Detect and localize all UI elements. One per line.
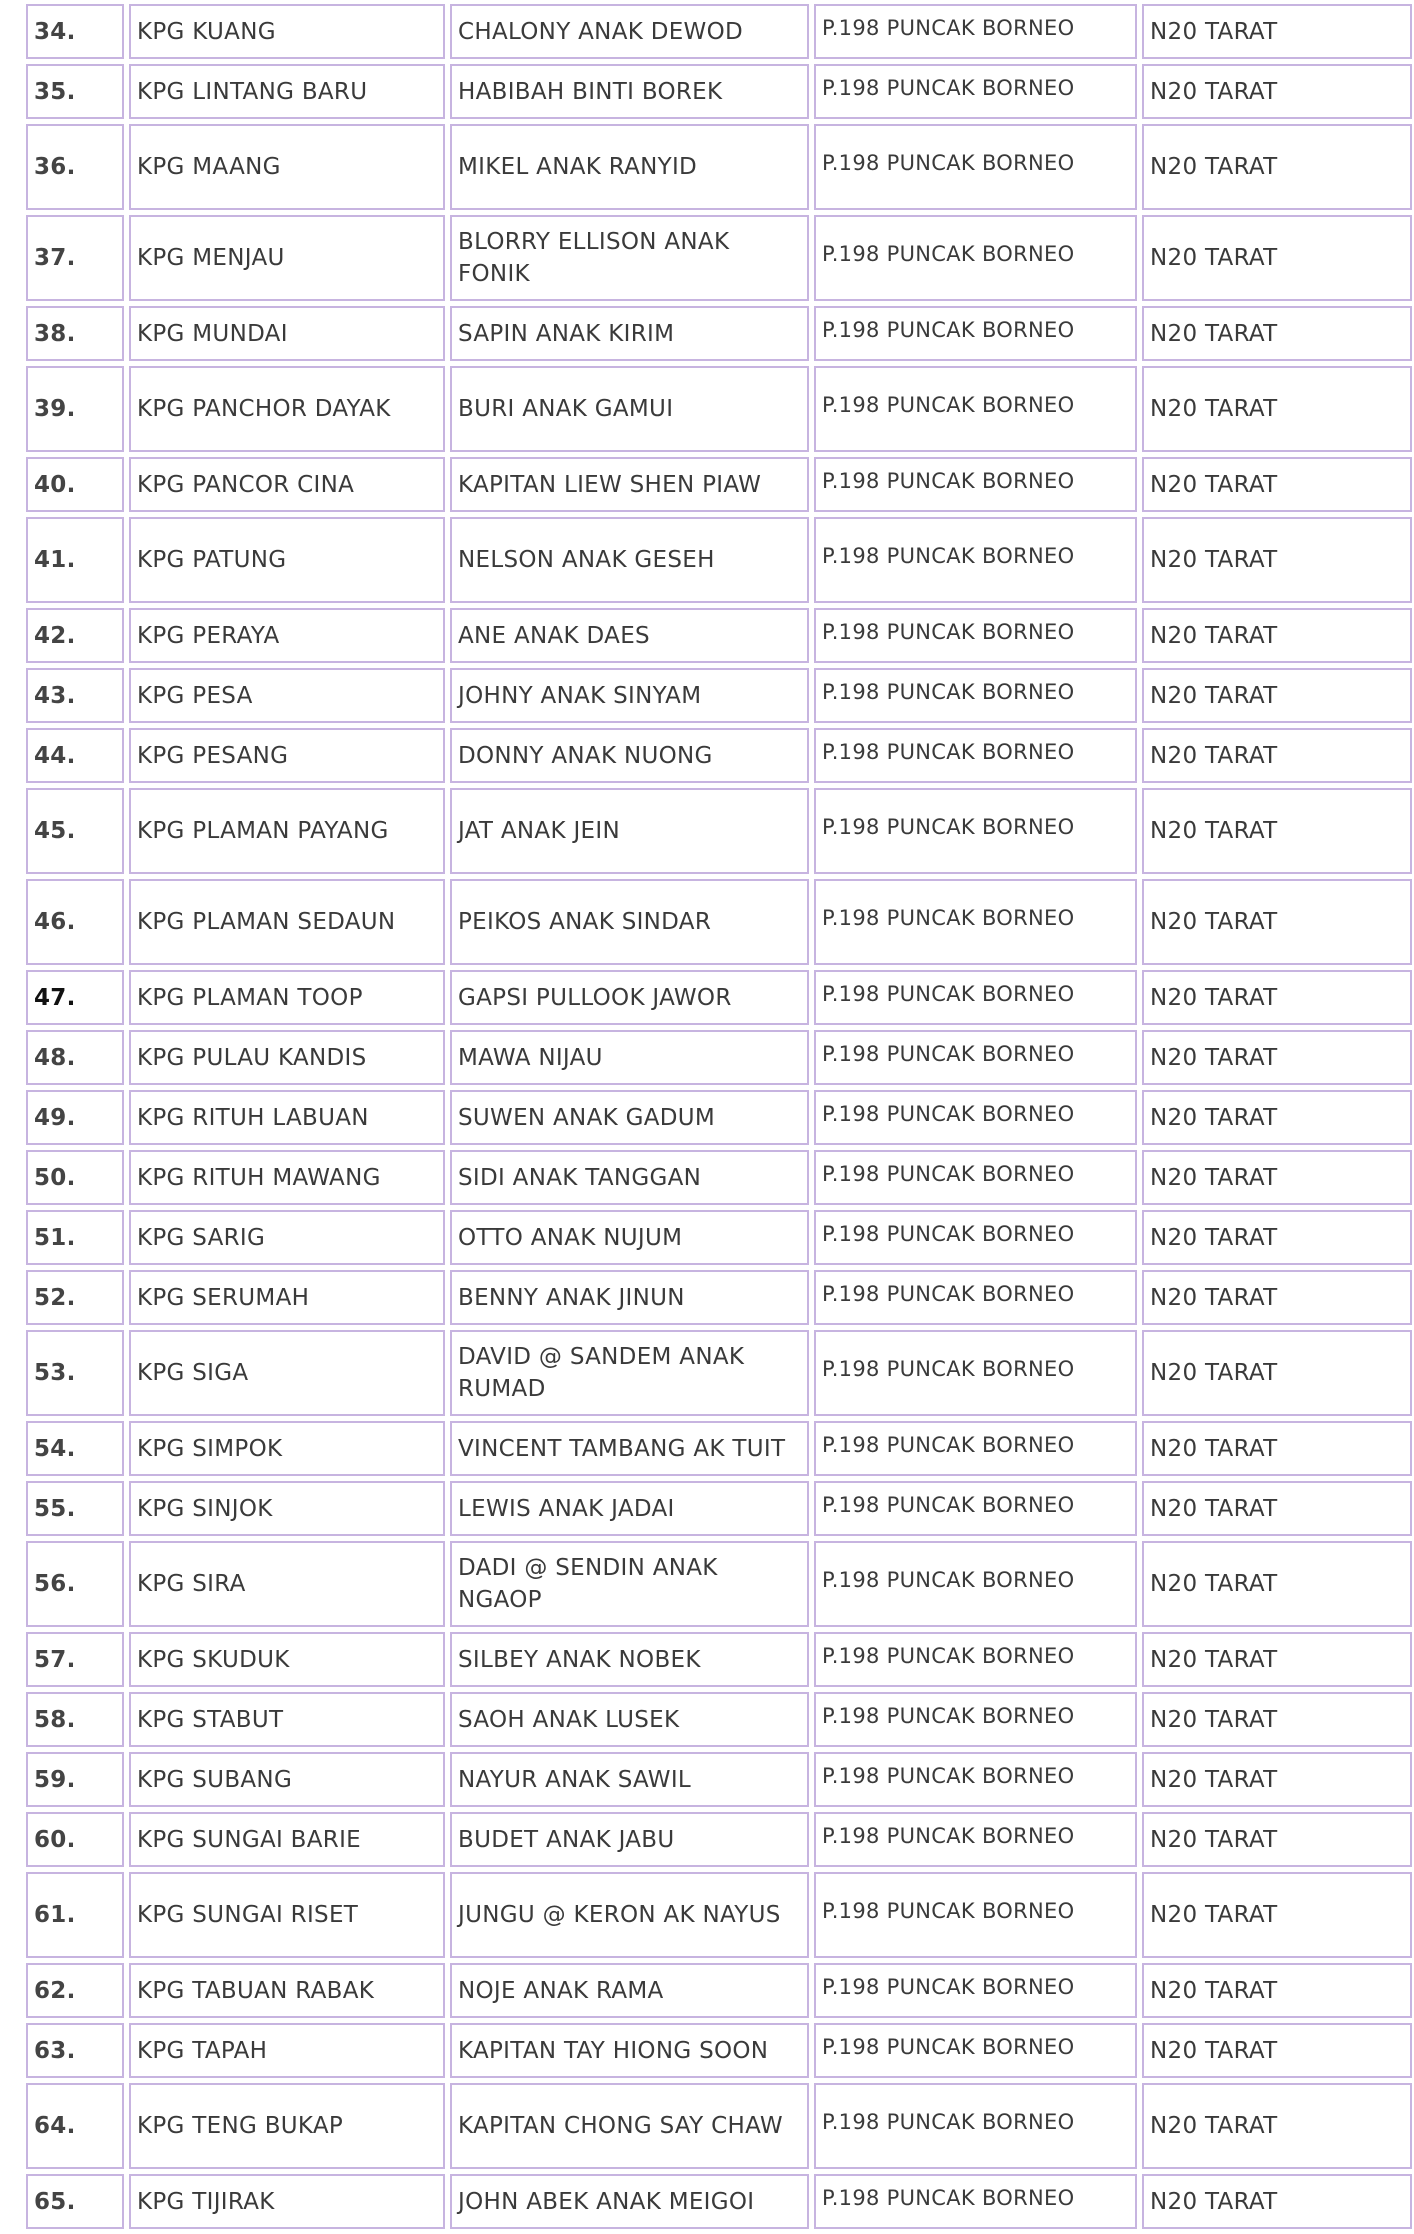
parliament-cell: P.198 PUNCAK BORNEO — [814, 366, 1137, 452]
row-number-cell: 55. — [26, 1481, 124, 1536]
village-cell: KPG SERUMAH — [129, 1270, 445, 1325]
table-row — [26, 970, 1412, 1025]
headman-cell: BLORRY ELLISON ANAK FONIK — [450, 215, 809, 301]
dun-cell: N20 TARAT — [1142, 1632, 1412, 1687]
row-number-cell: 56. — [26, 1541, 124, 1627]
table-row — [26, 64, 1412, 119]
table-row — [26, 215, 1412, 301]
row-number-cell: 51. — [26, 1210, 124, 1265]
village-cell: KPG MAANG — [129, 124, 445, 210]
table-row — [26, 1150, 1412, 1205]
dun-cell: N20 TARAT — [1142, 1210, 1412, 1265]
table-row — [26, 1270, 1412, 1325]
table-row — [26, 1692, 1412, 1747]
headman-cell: DAVID @ SANDEM ANAK RUMAD — [450, 1330, 809, 1416]
headman-cell: SIDI ANAK TANGGAN — [450, 1150, 809, 1205]
table-row — [26, 1090, 1412, 1145]
row-number-cell: 49. — [26, 1090, 124, 1145]
parliament-cell: P.198 PUNCAK BORNEO — [814, 1210, 1137, 1265]
table-row — [26, 517, 1412, 603]
row-number-cell: 63. — [26, 2023, 124, 2078]
parliament-cell: P.198 PUNCAK BORNEO — [814, 1541, 1137, 1627]
headman-cell: BENNY ANAK JINUN — [450, 1270, 809, 1325]
headman-cell: BURI ANAK GAMUI — [450, 366, 809, 452]
row-number-cell: 34. — [26, 4, 124, 59]
parliament-cell: P.198 PUNCAK BORNEO — [814, 1030, 1137, 1085]
row-number-cell: 47. — [26, 970, 124, 1025]
parliament-cell: P.198 PUNCAK BORNEO — [814, 64, 1137, 119]
parliament-cell: P.198 PUNCAK BORNEO — [814, 1090, 1137, 1145]
dun-cell: N20 TARAT — [1142, 2174, 1412, 2229]
parliament-cell: P.198 PUNCAK BORNEO — [814, 728, 1137, 783]
table-row — [26, 668, 1412, 723]
table-row — [26, 124, 1412, 210]
dun-cell: N20 TARAT — [1142, 124, 1412, 210]
table-row — [26, 1421, 1412, 1476]
table-row — [26, 1963, 1412, 2018]
table-row — [26, 788, 1412, 874]
table-body — [26, 4, 1412, 2229]
headman-cell: SAOH ANAK LUSEK — [450, 1692, 809, 1747]
village-cell: KPG SINJOK — [129, 1481, 445, 1536]
village-cell: KPG PANCHOR DAYAK — [129, 366, 445, 452]
parliament-cell: P.198 PUNCAK BORNEO — [814, 970, 1137, 1025]
dun-cell: N20 TARAT — [1142, 1963, 1412, 2018]
village-cell: KPG LINTANG BARU — [129, 64, 445, 119]
parliament-cell: P.198 PUNCAK BORNEO — [814, 1752, 1137, 1807]
row-number-cell: 40. — [26, 457, 124, 512]
headman-cell: JUNGU @ KERON AK NAYUS — [450, 1872, 809, 1958]
village-cell: KPG PULAU KANDIS — [129, 1030, 445, 1085]
parliament-cell: P.198 PUNCAK BORNEO — [814, 4, 1137, 59]
dun-cell: N20 TARAT — [1142, 64, 1412, 119]
table-row — [26, 1030, 1412, 1085]
row-number-cell: 54. — [26, 1421, 124, 1476]
village-cell: KPG PLAMAN SEDAUN — [129, 879, 445, 965]
table-row — [26, 1872, 1412, 1958]
dun-cell: N20 TARAT — [1142, 1150, 1412, 1205]
table-row — [26, 1210, 1412, 1265]
table-row — [26, 728, 1412, 783]
village-cell: KPG RITUH MAWANG — [129, 1150, 445, 1205]
dun-cell: N20 TARAT — [1142, 1330, 1412, 1416]
headman-cell: DADI @ SENDIN ANAK NGAOP — [450, 1541, 809, 1627]
village-cell: KPG TAPAH — [129, 2023, 445, 2078]
parliament-cell: P.198 PUNCAK BORNEO — [814, 124, 1137, 210]
village-cell: KPG SUBANG — [129, 1752, 445, 1807]
dun-cell: N20 TARAT — [1142, 1030, 1412, 1085]
village-cell: KPG SUNGAI RISET — [129, 1872, 445, 1958]
row-number-cell: 52. — [26, 1270, 124, 1325]
headman-cell: SAPIN ANAK KIRIM — [450, 306, 809, 361]
village-cell: KPG SKUDUK — [129, 1632, 445, 1687]
row-number-cell: 58. — [26, 1692, 124, 1747]
headman-cell: GAPSI PULLOOK JAWOR — [450, 970, 809, 1025]
dun-cell: N20 TARAT — [1142, 1692, 1412, 1747]
dun-cell: N20 TARAT — [1142, 1090, 1412, 1145]
parliament-cell: P.198 PUNCAK BORNEO — [814, 517, 1137, 603]
parliament-cell: P.198 PUNCAK BORNEO — [814, 1421, 1137, 1476]
row-number-cell: 38. — [26, 306, 124, 361]
village-cell: KPG PLAMAN PAYANG — [129, 788, 445, 874]
dun-cell: N20 TARAT — [1142, 1752, 1412, 1807]
village-cell: KPG PANCOR CINA — [129, 457, 445, 512]
headman-cell: MIKEL ANAK RANYID — [450, 124, 809, 210]
village-cell: KPG SUNGAI BARIE — [129, 1812, 445, 1867]
row-number-cell: 65. — [26, 2174, 124, 2229]
headman-cell: HABIBAH BINTI BOREK — [450, 64, 809, 119]
headman-cell: PEIKOS ANAK SINDAR — [450, 879, 809, 965]
dun-cell: N20 TARAT — [1142, 728, 1412, 783]
table-row — [26, 2174, 1412, 2229]
table-row — [26, 879, 1412, 965]
dun-cell: N20 TARAT — [1142, 1270, 1412, 1325]
headman-cell: NAYUR ANAK SAWIL — [450, 1752, 809, 1807]
row-number-cell: 44. — [26, 728, 124, 783]
dun-cell: N20 TARAT — [1142, 1481, 1412, 1536]
row-number-cell: 50. — [26, 1150, 124, 1205]
dun-cell: N20 TARAT — [1142, 215, 1412, 301]
dun-cell: N20 TARAT — [1142, 608, 1412, 663]
row-number-cell: 59. — [26, 1752, 124, 1807]
table-row — [26, 366, 1412, 452]
village-cell: KPG TABUAN RABAK — [129, 1963, 445, 2018]
parliament-cell: P.198 PUNCAK BORNEO — [814, 1812, 1137, 1867]
dun-cell: N20 TARAT — [1142, 366, 1412, 452]
dun-cell: N20 TARAT — [1142, 879, 1412, 965]
parliament-cell: P.198 PUNCAK BORNEO — [814, 1330, 1137, 1416]
parliament-cell: P.198 PUNCAK BORNEO — [814, 1270, 1137, 1325]
village-cell: KPG TENG BUKAP — [129, 2083, 445, 2169]
dun-cell: N20 TARAT — [1142, 4, 1412, 59]
dun-cell: N20 TARAT — [1142, 517, 1412, 603]
row-number-cell: 57. — [26, 1632, 124, 1687]
village-cell: KPG STABUT — [129, 1692, 445, 1747]
table-row — [26, 457, 1412, 512]
parliament-cell: P.198 PUNCAK BORNEO — [814, 1150, 1137, 1205]
village-cell: KPG PATUNG — [129, 517, 445, 603]
village-cell: KPG MENJAU — [129, 215, 445, 301]
parliament-cell: P.198 PUNCAK BORNEO — [814, 608, 1137, 663]
row-number-cell: 42. — [26, 608, 124, 663]
dun-cell: N20 TARAT — [1142, 1872, 1412, 1958]
row-number-cell: 45. — [26, 788, 124, 874]
village-cell: KPG SIRA — [129, 1541, 445, 1627]
table-row — [26, 4, 1412, 59]
parliament-cell: P.198 PUNCAK BORNEO — [814, 1632, 1137, 1687]
table-row — [26, 1541, 1412, 1627]
table-row — [26, 1812, 1412, 1867]
dun-cell: N20 TARAT — [1142, 788, 1412, 874]
headman-cell: JOHN ABEK ANAK MEIGOI — [450, 2174, 809, 2229]
row-number-cell: 41. — [26, 517, 124, 603]
row-number-cell: 46. — [26, 879, 124, 965]
dun-cell: N20 TARAT — [1142, 306, 1412, 361]
row-number-cell: 61. — [26, 1872, 124, 1958]
village-cell: KPG SIMPOK — [129, 1421, 445, 1476]
headman-cell: NELSON ANAK GESEH — [450, 517, 809, 603]
parliament-cell: P.198 PUNCAK BORNEO — [814, 2023, 1137, 2078]
headman-cell: LEWIS ANAK JADAI — [450, 1481, 809, 1536]
village-cell: KPG MUNDAI — [129, 306, 445, 361]
parliament-cell: P.198 PUNCAK BORNEO — [814, 1963, 1137, 2018]
parliament-cell: P.198 PUNCAK BORNEO — [814, 879, 1137, 965]
village-cell: KPG TIJIRAK — [129, 2174, 445, 2229]
parliament-cell: P.198 PUNCAK BORNEO — [814, 788, 1137, 874]
headman-cell: KAPITAN LIEW SHEN PIAW — [450, 457, 809, 512]
row-number-cell: 35. — [26, 64, 124, 119]
parliament-cell: P.198 PUNCAK BORNEO — [814, 306, 1137, 361]
row-number-cell: 43. — [26, 668, 124, 723]
row-number-cell: 36. — [26, 124, 124, 210]
table-row — [26, 1330, 1412, 1416]
dun-cell: N20 TARAT — [1142, 2023, 1412, 2078]
headman-cell: ANE ANAK DAES — [450, 608, 809, 663]
row-number-cell: 60. — [26, 1812, 124, 1867]
dun-cell: N20 TARAT — [1142, 457, 1412, 512]
village-cell: KPG PESA — [129, 668, 445, 723]
village-cell: KPG PERAYA — [129, 608, 445, 663]
headman-cell: KAPITAN CHONG SAY CHAW — [450, 2083, 809, 2169]
village-headman-table-container — [26, 0, 1392, 2234]
village-cell: KPG SARIG — [129, 1210, 445, 1265]
row-number-cell: 53. — [26, 1330, 124, 1416]
dun-cell: N20 TARAT — [1142, 1541, 1412, 1627]
dun-cell: N20 TARAT — [1142, 668, 1412, 723]
row-number-cell: 48. — [26, 1030, 124, 1085]
table-row — [26, 306, 1412, 361]
headman-cell: VINCENT TAMBANG AK TUIT — [450, 1421, 809, 1476]
dun-cell: N20 TARAT — [1142, 970, 1412, 1025]
village-cell: KPG KUANG — [129, 4, 445, 59]
row-number-cell: 37. — [26, 215, 124, 301]
table-row — [26, 2083, 1412, 2169]
headman-cell: DONNY ANAK NUONG — [450, 728, 809, 783]
row-number-cell: 39. — [26, 366, 124, 452]
headman-cell: OTTO ANAK NUJUM — [450, 1210, 809, 1265]
village-cell: KPG SIGA — [129, 1330, 445, 1416]
headman-cell: MAWA NIJAU — [450, 1030, 809, 1085]
table-row — [26, 1481, 1412, 1536]
village-cell: KPG PLAMAN TOOP — [129, 970, 445, 1025]
dun-cell: N20 TARAT — [1142, 1812, 1412, 1867]
headman-cell: CHALONY ANAK DEWOD — [450, 4, 809, 59]
headman-cell: SUWEN ANAK GADUM — [450, 1090, 809, 1145]
table-row — [26, 608, 1412, 663]
parliament-cell: P.198 PUNCAK BORNEO — [814, 215, 1137, 301]
table-row — [26, 2023, 1412, 2078]
parliament-cell: P.198 PUNCAK BORNEO — [814, 1481, 1137, 1536]
headman-cell: NOJE ANAK RAMA — [450, 1963, 809, 2018]
parliament-cell: P.198 PUNCAK BORNEO — [814, 668, 1137, 723]
parliament-cell: P.198 PUNCAK BORNEO — [814, 1872, 1137, 1958]
headman-cell: JAT ANAK JEIN — [450, 788, 809, 874]
table-row — [26, 1632, 1412, 1687]
headman-cell: JOHNY ANAK SINYAM — [450, 668, 809, 723]
dun-cell: N20 TARAT — [1142, 2083, 1412, 2169]
headman-cell: KAPITAN TAY HIONG SOON — [450, 2023, 809, 2078]
row-number-cell: 64. — [26, 2083, 124, 2169]
village-cell: KPG PESANG — [129, 728, 445, 783]
parliament-cell: P.198 PUNCAK BORNEO — [814, 2083, 1137, 2169]
headman-cell: BUDET ANAK JABU — [450, 1812, 809, 1867]
row-number-cell: 62. — [26, 1963, 124, 2018]
parliament-cell: P.198 PUNCAK BORNEO — [814, 457, 1137, 512]
parliament-cell: P.198 PUNCAK BORNEO — [814, 1692, 1137, 1747]
village-cell: KPG RITUH LABUAN — [129, 1090, 445, 1145]
headman-cell: SILBEY ANAK NOBEK — [450, 1632, 809, 1687]
dun-cell: N20 TARAT — [1142, 1421, 1412, 1476]
table-row — [26, 1752, 1412, 1807]
village-headman-table — [21, 0, 1414, 2234]
parliament-cell: P.198 PUNCAK BORNEO — [814, 2174, 1137, 2229]
